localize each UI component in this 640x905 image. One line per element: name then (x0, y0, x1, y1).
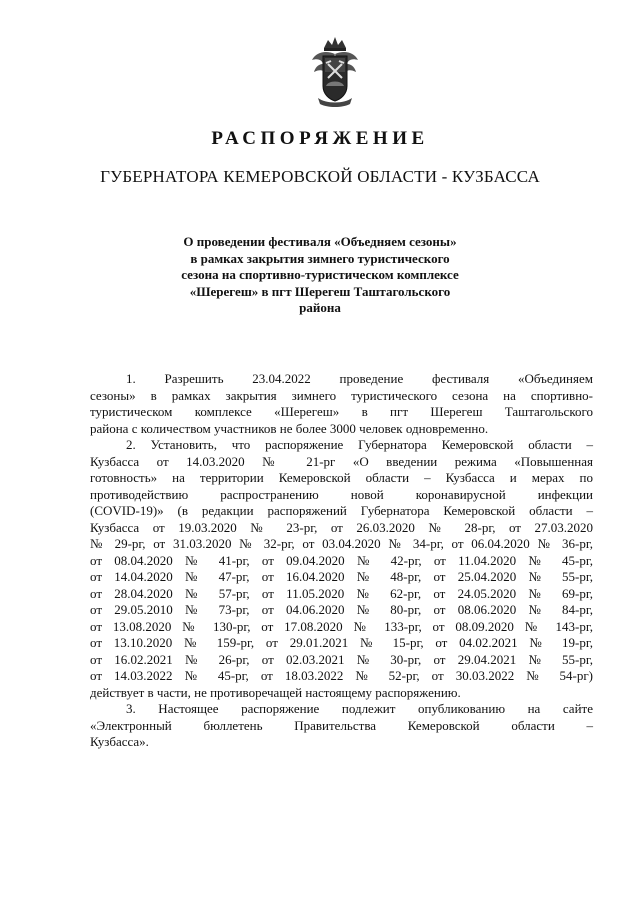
paragraph-line: 3. Настоящее распоряжение подлежит опубликованию на сайте (126, 701, 593, 716)
paragraph-line: противодействию распространению новой коронавирусной инфекции (90, 486, 593, 502)
paragraph-line: от 28.04.2020 № 57-рг, от 11.05.2020 № 62-рг, от 24.05.2020 № 69-рг, (90, 585, 593, 601)
paragraph-line: от 16.02.2021 № 26-рг, от 02.03.2021 № 30-рг, от 29.04.2021 № 55-рг, (90, 651, 593, 667)
paragraph-line: № 29-рг, от 31.03.2020 № 32-рг, от 03.04.2020 № 34-рг, от 06.04.2020 № 36-рг, (90, 536, 593, 551)
paragraph-line: от 08.04.2020 № 41-рг, от 09.04.2020 № 42-рг, от 11.04.2020 № 45-рг, (90, 552, 593, 568)
paragraph-line: от 14.03.2022 № 45-рг, от 18.03.2022 № 52-рг, от 30.03.2022 № 54-рг) (90, 668, 593, 683)
paragraph-line: района с количеством участников не более 3000 человек одновременно. (90, 420, 489, 436)
document-type-title: РАСПОРЯЖЕНИЕ (211, 128, 429, 149)
subject-line: района (299, 300, 341, 316)
subject-line: О проведении фестиваля «Объедняем сезоны» (183, 234, 457, 249)
subject-line: сезона на спортивно-туристическом комплексе (181, 267, 459, 283)
paragraph-1 (90, 371, 593, 437)
paragraph-line: от 13.10.2020 № 159-рг, от 29.01.2021 № 15-рг, от 04.02.2021 № 19-рг, (90, 635, 593, 650)
paragraph-line: «Электронный бюллетень Правительства Кемеровской области – (90, 717, 593, 733)
document-subject (164, 234, 476, 317)
paragraph-line: 1. Разрешить 23.04.2022 проведение фестиваля «Объединяем (126, 371, 593, 386)
paragraph-line: (COVID-19)» (в редакции распоряжений Губернатора Кемеровской области – (90, 503, 593, 518)
paragraph-line: Кузбасса от 19.03.2020 № 23-рг, от 26.03.2020 № 28-рг, от 27.03.2020 (90, 519, 593, 535)
paragraph-3 (90, 701, 593, 751)
paragraph-line: Кузбасса». (90, 734, 149, 749)
paragraph-line: действует в части, не противоречащей настоящему распоряжению. (90, 684, 461, 700)
paragraph-line: туристическом комплексе «Шерегеш» в пгт Шерегеш Таштагольского (90, 404, 593, 419)
paragraph-line: готовность» на территории Кемеровской области – Кузбасса и мерах по (90, 470, 593, 485)
paragraph-line: от 13.08.2020 № 130-рг, от 17.08.2020 № 133-рг, от 08.09.2020 № 143-рг, (90, 618, 593, 634)
paragraph-line: сезоны» в рамках закрытия зимнего туристического сезона на спортивно- (90, 387, 593, 403)
paragraph-line: от 29.05.2010 № 73-рг, от 04.06.2020 № 80-рг, от 08.06.2020 № 84-рг, (90, 602, 593, 617)
paragraph-line: 2. Установить, что распоряжение Губернатора Кемеровской области – (126, 437, 593, 452)
paragraph-line: Кузбасса от 14.03.2020 № 21-рг «О введении режима «Повышенная (90, 453, 593, 469)
paragraph-line: от 14.04.2020 № 47-рг, от 16.04.2020 № 48-рг, от 25.04.2020 № 55-рг, (90, 569, 593, 584)
issuing-authority: ГУБЕРНАТОРА КЕМЕРОВСКОЙ ОБЛАСТИ - КУЗБАССА (100, 167, 540, 186)
coat-of-arms-icon (310, 34, 360, 108)
subject-line: в рамках закрытия зимнего туристического (190, 250, 450, 266)
paragraph-2 (90, 437, 593, 701)
subject-line: «Шерегеш» в пгт Шерегеш Таштагольского (189, 283, 451, 299)
document-body (90, 371, 593, 751)
